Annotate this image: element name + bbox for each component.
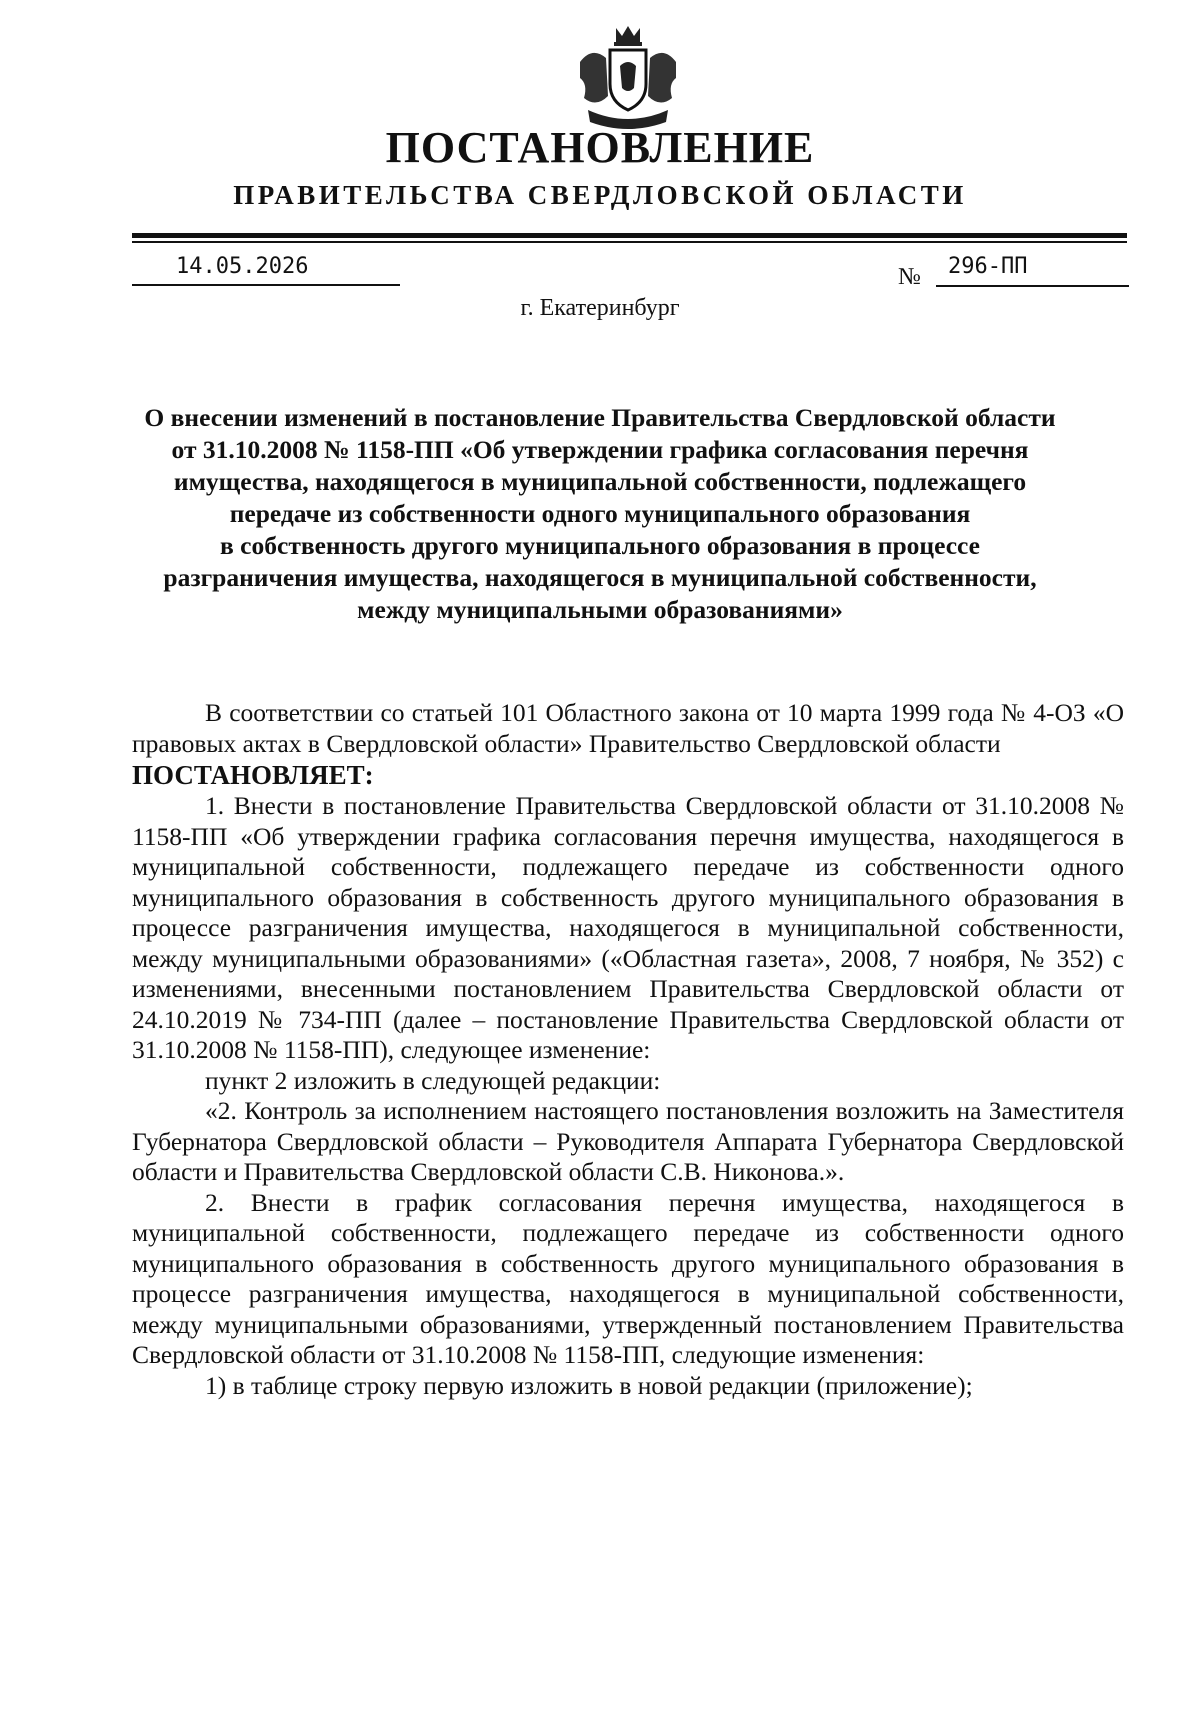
document-city: г. Екатеринбург [520,295,680,321]
paragraph-1-sub: пункт 2 изложить в следующей редакции: [205,1065,661,1095]
date-underline [132,284,400,286]
document-date: 14.05.2026 [176,254,309,279]
document-number: 296-ПП [948,254,1028,279]
header-divider [132,233,1127,238]
heading-line: между муниципальными образованиями» [357,595,843,624]
paragraph-1: 1. Внести в постановление Правительства Свердловской области от 31.10.2008 № 1158-ПП «Об утверждении графика согласования перечня имущества, находящегося в муниципальной собственности, подлежащего передаче из собственности одного муниципального образования в собственность другого муниципального образования в процессе разграничения имущества, находящегося в муниципальной собственности, между муниципальными образованиями» («Областная газета», 2008, 7 ноября, № 352) с изменениями, внесенными постановлением Правительства Свердловской области от 24.10.2019 № 734-ПП (далее – постановление Правительства Свердловской области от 31.10.2008 № 1158-ПП), следующее изменение: [132,791,1124,1064]
heading-line: в собственность другого муниципального образования в процессе [220,531,980,560]
coat-of-arms-icon [570,22,686,138]
heading-line: передаче из собственности одного муниципального образования [229,499,971,528]
preamble-paragraph: В соответствии со статьей 101 Областного закона от 10 марта 1999 года № 4-ОЗ «О правовых актах в Свердловской области» Правительство Свердловской области [132,698,1124,758]
header-divider-thin [132,241,1127,243]
number-underline [936,285,1129,287]
paragraph-1-quote: «2. Контроль за исполнением настоящего постановления возложить на Заместителя Губернатора Свердловской области – Руководителя Аппарата Губернатора Свердловской области и Правительства Свердловской области С.В. Никонова.». [132,1096,1124,1186]
decree-word: ПОСТАНОВЛЯЕТ: [132,760,374,790]
heading-line: разграничения имущества, находящегося в муниципальной собственности, [163,563,1037,592]
heading-line: О внесении изменений в постановление Правительства Свердловской области [144,403,1056,432]
number-sign: № [898,264,921,290]
paragraph-2-item-1: 1) в таблице строку первую изложить в новой редакции (приложение); [205,1370,973,1400]
heading-line: от 31.10.2008 № 1158-ПП «Об утверждении графика согласования перечня [171,435,1029,464]
issuer-title: ПРАВИТЕЛЬСТВА СВЕРДЛОВСКОЙ ОБЛАСТИ [233,180,967,210]
document-heading [120,402,1080,626]
document-title: ПОСТАНОВЛЕНИЕ [385,123,815,172]
paragraph-2: 2. Внести в график согласования перечня имущества, находящегося в муниципальной собственности, подлежащего передаче из собственности одного муниципального образования в собственность другого муниципального образования в процессе разграничения имущества, находящегося в муниципальной собственности, между муниципальными образованиями, утвержденный постановлением Правительства Свердловской области от 31.10.2008 № 1158-ПП, следующие изменения: [132,1187,1124,1369]
heading-line: имущества, находящегося в муниципальной собственности, подлежащего [173,467,1027,496]
document-body [132,698,1124,1401]
